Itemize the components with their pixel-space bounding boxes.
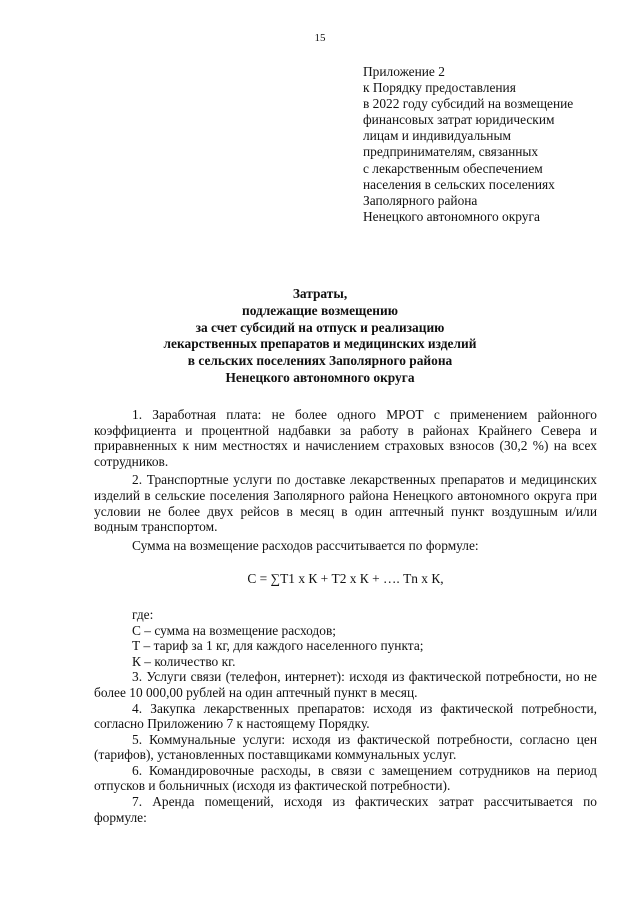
document-body (94, 407, 597, 825)
page-number: 15 (314, 32, 326, 44)
paragraph-rent: 7. Аренда помещений, исходя из фактических затрат рассчитывается по формуле: (94, 794, 597, 825)
appendix-header (363, 64, 618, 225)
title-line: Ненецкого автономного округа (225, 369, 415, 385)
paragraph-communication: 3. Услуги связи (телефон, интернет): исходя из фактической потребности, но не более 10 000,00 рублей на один аптечный пункт в месяц. (94, 669, 597, 700)
appendix-line: в 2022 году субсидий на возмещение (363, 96, 574, 112)
title-line: Затраты, (292, 286, 348, 301)
title-line: в сельских поселениях Заполярного района (187, 353, 453, 369)
formula-legend-t: Т – тариф за 1 кг, для каждого населенного пункта; (132, 638, 424, 654)
paragraph-formula-intro: Сумма на возмещение расходов рассчитывается по формуле: (132, 537, 479, 553)
appendix-line: Заполярного района (363, 192, 478, 208)
formula-legend-c: С – сумма на возмещение расходов; (132, 622, 336, 638)
title-line: лекарственных препаратов и медицинских изделий (163, 336, 477, 352)
document-title (0, 286, 640, 387)
paragraph-medicine-purchase: 4. Закупка лекарственных препаратов: исходя из фактической потребности, согласно Приложению 7 к настоящему Порядку. (94, 700, 597, 732)
paragraph-utilities: 5. Коммунальные услуги: исходя из фактической потребности, согласно цен (тарифов), установленных поставщиками коммунальных услуг. (94, 731, 597, 763)
title-line: за счет субсидий на отпуск и реализацию (195, 319, 445, 335)
appendix-line: финансовых затрат юридическим (363, 112, 555, 128)
title-line: подлежащие возмещению (242, 302, 398, 318)
paragraph-business-trips: 6. Командировочные расходы, в связи с замещением сотрудников на период отпусков и больничных (исходя из фактической потребности). (94, 762, 597, 794)
appendix-line: с лекарственным обеспечением (363, 160, 543, 176)
appendix-line: к Порядку предоставления (363, 80, 516, 96)
formula-where: где: (132, 606, 154, 622)
appendix-line: Приложение 2 (363, 64, 445, 79)
appendix-line: Ненецкого автономного округа (363, 208, 540, 224)
formula: С = ∑Т1 х К + Т2 х К + …. Тn х К, (247, 571, 444, 587)
formula-legend-k: К – количество кг. (132, 653, 236, 669)
paragraph-transport: 2. Транспортные услуги по доставке лекарственных препаратов и медицинских изделий в сельские поселения Заполярного района Ненецкого автономного округа при условии не более двух рейсов в месяц в один аптечный пункт воздушным и/или водным транспортом. (94, 472, 597, 535)
appendix-line: населения в сельских поселениях (363, 176, 555, 192)
appendix-line: предпринимателям, связанных (363, 144, 539, 160)
appendix-line: лицам и индивидуальным (363, 128, 511, 144)
paragraph-salary: 1. Заработная плата: не более одного МРОТ с применением районного коэффициента и процентной надбавки за работу в районах Крайнего Севера и приравненных к ним местностях и начислением страховых взносов (30,2 %) на всех сотрудников. (94, 407, 597, 469)
